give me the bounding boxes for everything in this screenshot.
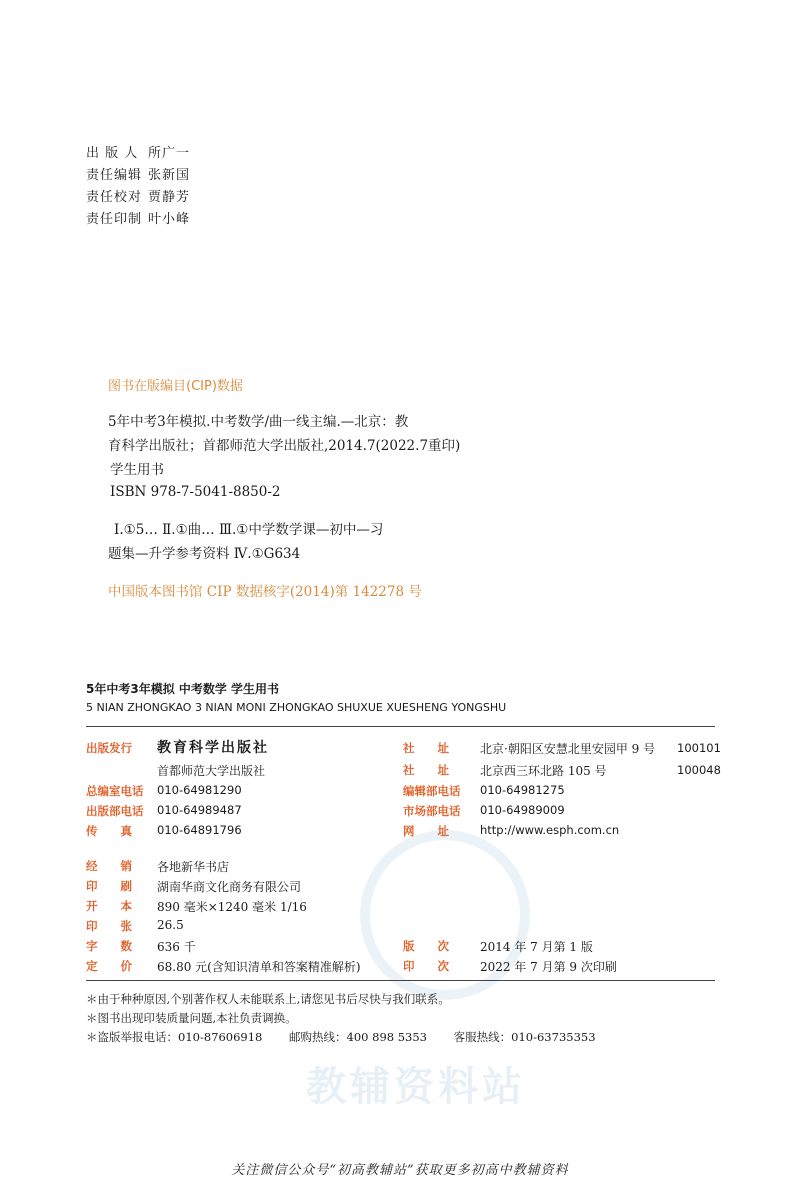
phone-value: 010-64989487 (157, 803, 242, 817)
address-label-1: 社 址 (403, 741, 449, 755)
spec-value: 636 千 (157, 940, 196, 954)
staff-value: 所广一 (148, 146, 191, 161)
spec-value: 890 毫米×1240 毫米 1/16 (157, 900, 307, 914)
spec-label: 字 数 (86, 939, 132, 953)
fax-value: 010-64891796 (157, 823, 242, 837)
spec-value: 26.5 (157, 918, 184, 932)
phone-label: 总编室电话 (86, 784, 144, 798)
cip-class-1: Ⅰ.①5… Ⅱ.①曲… Ⅲ.①中学数学课—初中—习 (114, 522, 384, 538)
staff-row-printer (86, 208, 190, 227)
staff-label: 责任印制 (86, 212, 143, 227)
staff-row-publisher (86, 142, 190, 161)
spec-label: 定 价 (86, 959, 132, 973)
divider (86, 980, 715, 981)
staff-row-editor (86, 164, 190, 183)
cip-class-2: 题集—升学参考资料 Ⅳ.①G634 (108, 546, 301, 562)
phone-value: 010-64981290 (157, 783, 242, 797)
staff-label: 责任校对 (86, 190, 143, 205)
spec-value: 各地新华书店 (157, 860, 230, 874)
address-1: 北京·朝阳区安慧北里安园甲 9 号 (480, 742, 656, 756)
phone-value: 010-64981275 (480, 783, 565, 797)
phone-value: 010-64989009 (480, 803, 565, 817)
print-label: 印 次 (403, 959, 449, 973)
staff-value: 张新国 (148, 168, 191, 183)
edition-value: 2014 年 7 月第 1 版 (480, 940, 593, 954)
cip-line-1: 5年中考3年模拟.中考数学/曲一线主编.—北京：教 (108, 414, 409, 430)
publisher-label: 出版发行 (86, 741, 132, 755)
book-title-cn: 5年中考3年模拟 中考数学 学生用书 (86, 682, 280, 696)
spec-label: 印 刷 (86, 879, 132, 893)
phone-label: 市场部电话 (403, 804, 461, 818)
fax-label: 传 真 (86, 824, 132, 838)
address-label-2: 社 址 (403, 763, 449, 777)
spec-value: 湖南华商文化商务有限公司 (157, 880, 302, 894)
cip-heading: 图书在版编目(CIP)数据 (108, 379, 243, 394)
spec-label: 印 张 (86, 919, 132, 933)
footer-promo: 关注微信公众号“初高教辅站”获取更多初高中教辅资料 (231, 1163, 569, 1178)
postcode-2: 100048 (677, 763, 721, 777)
postcode-1: 100101 (677, 741, 721, 755)
phone-label: 出版部电话 (86, 804, 144, 818)
staff-label: 责任编辑 (86, 168, 143, 183)
website-link[interactable]: http://www.esph.com.cn (480, 823, 620, 837)
second-publisher: 首都师范大学出版社 (157, 764, 266, 778)
staff-value: 贾静芳 (148, 190, 191, 205)
note-contacts: ＊盗版举报电话：010-87606918 邮购热线：400 898 5353 客服热线：010-63735353 (86, 1030, 596, 1044)
cip-isbn: ISBN 978-7-5041-8850-2 (110, 484, 281, 500)
spec-value: 68.80 元(含知识清单和答案精准解析) (157, 960, 361, 974)
staff-value: 叶小峰 (148, 212, 191, 227)
print-value: 2022 年 7 月第 9 次印刷 (480, 960, 617, 974)
address-2: 北京西三环北路 105 号 (480, 764, 607, 778)
cip-library-note: 中国版本图书馆 CIP 数据核字(2014)第 142278 号 (108, 584, 422, 600)
staff-row-proofreader (86, 186, 190, 205)
website-label: 网 址 (403, 824, 449, 838)
note-quality: ＊图书出现印装质量问题,本社负责调换。 (86, 1011, 297, 1025)
note-copyright: ＊由于种种原因,个别著作权人未能联系上,请您见书后尽快与我们联系。 (86, 992, 450, 1006)
watermark-text: 教辅资料站 (306, 1064, 526, 1110)
staff-label: 出 版 人 (86, 146, 139, 161)
publisher-logo: 教育科学出版社 (157, 740, 269, 756)
divider (86, 726, 715, 727)
cip-line-3: 学生用书 (110, 462, 164, 478)
phone-label: 编辑部电话 (403, 784, 461, 798)
cip-line-2: 育科学出版社；首都师范大学出版社,2014.7(2022.7重印) (108, 438, 461, 454)
edition-label: 版 次 (403, 939, 449, 953)
spec-label: 开 本 (86, 899, 132, 913)
spec-label: 经 销 (86, 859, 132, 873)
book-title-en: 5 NIAN ZHONGKAO 3 NIAN MONI ZHONGKAO SHUXUE XUESHENG YONGSHU (86, 701, 507, 714)
